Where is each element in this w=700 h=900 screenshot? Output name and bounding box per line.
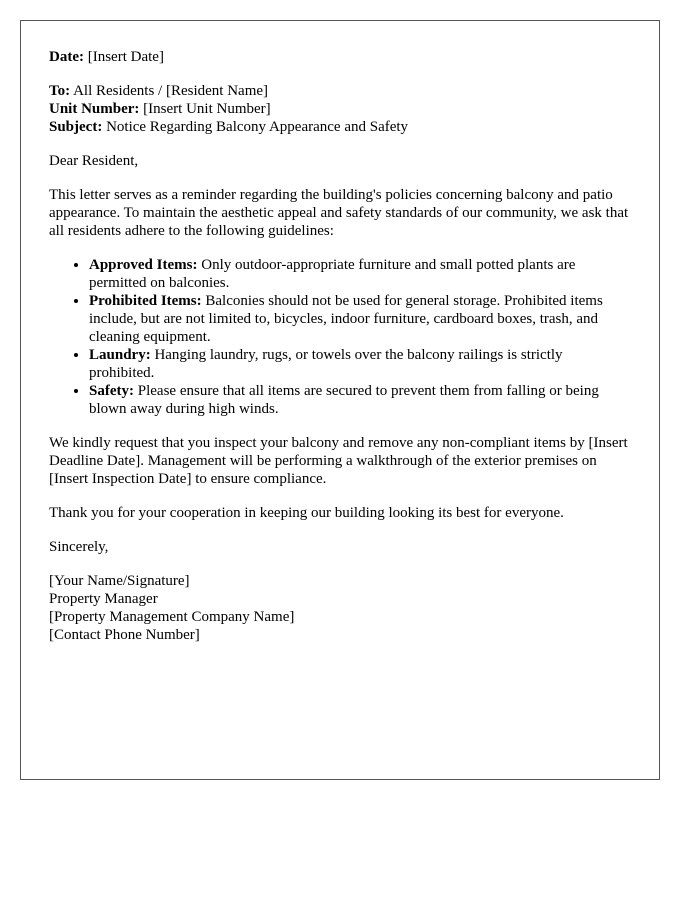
guideline-text: Balconies should not be used for general storage. Prohibited items include, but are not limited to, bicycles, indoor furniture, cardboard boxes, trash, and cleaning equipment. <box>89 293 603 345</box>
signature-block <box>49 572 631 644</box>
guideline-label: Approved Items: <box>89 257 198 273</box>
guideline-item-approved <box>89 256 631 292</box>
guideline-label: Safety: <box>89 383 134 399</box>
date-value: [Insert Date] <box>87 49 164 65</box>
subject-line <box>49 118 631 136</box>
to-value: All Residents / [Resident Name] <box>73 83 269 99</box>
guideline-item-safety <box>89 382 631 418</box>
letter-document <box>20 20 660 780</box>
to-line <box>49 82 631 100</box>
closing: Sincerely, <box>49 539 109 555</box>
signature-title: Property Manager <box>49 591 158 607</box>
unit-number-value: [Insert Unit Number] <box>143 101 271 117</box>
date-label: Date: <box>49 49 84 65</box>
salutation: Dear Resident, <box>49 153 139 169</box>
guideline-label: Laundry: <box>89 347 151 363</box>
signature-name: [Your Name/Signature] <box>49 573 190 589</box>
thanks-paragraph: Thank you for your cooperation in keeping our building looking its best for everyone. <box>49 505 564 521</box>
unit-number-label: Unit Number: <box>49 101 140 117</box>
subject-label: Subject: <box>49 119 103 135</box>
guideline-text: Please ensure that all items are secured to prevent them from falling or being blown away during high winds. <box>89 383 599 417</box>
to-label: To: <box>49 83 71 99</box>
signature-company: [Property Management Company Name] <box>49 609 295 625</box>
subject-value: Notice Regarding Balcony Appearance and Safety <box>106 119 409 135</box>
date-line <box>49 48 631 66</box>
guideline-text: Only outdoor-appropriate furniture and small potted plants are permitted on balconies. <box>89 257 576 291</box>
guideline-text: Hanging laundry, rugs, or towels over the balcony railings is strictly prohibited. <box>89 347 563 381</box>
request-paragraph: We kindly request that you inspect your balcony and remove any non-compliant items by [Insert Deadline Date]. Management will be performing a walkthrough of the exterior premises on [Insert Inspection Date] to ensure compliance. <box>49 435 628 487</box>
guideline-item-prohibited <box>89 292 631 346</box>
guidelines-list <box>49 256 631 418</box>
intro-paragraph: This letter serves as a reminder regarding the building's policies concerning balcony and patio appearance. To maintain the aesthetic appeal and safety standards of our community, we ask that all residents adhere to the following guidelines: <box>49 187 629 239</box>
signature-phone: [Contact Phone Number] <box>49 627 200 643</box>
guideline-item-laundry <box>89 346 631 382</box>
unit-number-line <box>49 100 631 118</box>
guideline-label: Prohibited Items: <box>89 293 202 309</box>
letter-header <box>49 82 631 136</box>
